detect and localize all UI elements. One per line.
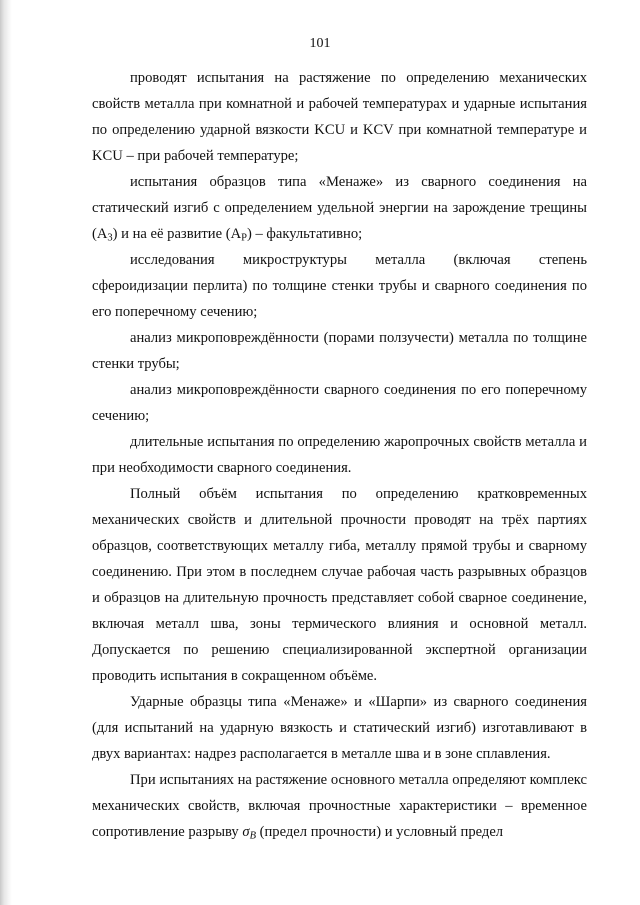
paragraph-full-scope: Полный объём испытания по определению кратковременных механических свойств и длительной прочности проводят на трёх партиях образцов, соответствующих металлу гиба, металлу прямой трубы и сварному соединению. При этом в последнем случае рабочая часть разрывных образцов и образцов на длительную прочность представляет собой сварное соединение, включая металл шва, зоны термического влияния и основной металл. Допускается по решению специализированной экспертной организации проводить испытания в сокращенном объёме.	[92, 486, 587, 684]
scan-shadow-edge	[0, 0, 12, 905]
paragraph-microstructure: исследования микроструктуры металла (включая степень сфероидизации перлита) по толщине стенки трубы и сварного соединения по его поперечному сечению;	[92, 252, 587, 320]
paragraph-long-term-tests: длительные испытания по определению жаропрочных свойств металла и при необходимости сварного соединения.	[92, 434, 587, 476]
paragraph-tensile-tests: проводят испытания на растяжение по определению механических свойств металла при комнатной и рабочей температурах и ударные испытания по определению ударной вязкости KCU и KCV при комнатной температуре и KCU – при рабочей температуре;	[92, 70, 587, 164]
page-number: 101	[309, 36, 331, 51]
paragraph-impact-specimens: Ударные образцы типа «Менаже» и «Шарпи» из сварного соединения (для испытаний на ударную вязкость и статический изгиб) изготавливают в двух вариантах: надрез располагается в металле шва и в зоне сплавления.	[92, 694, 587, 762]
paragraph-weld-damage: анализ микроповреждённости сварного соединения по его поперечному сечению;	[92, 382, 587, 424]
paragraph-menage-bend-tests: испытания образцов типа «Менаже» из сварного соединения на статический изгиб с определением удельной энергии на зарождение трещины $(A_3)$ и на её развитие $(A_P)$ – факультативно;	[92, 174, 587, 244]
paragraph-pipe-wall-damage: анализ микроповреждённости (порами ползучести) металла по толщине стенки трубы;	[92, 330, 587, 372]
body-text	[92, 65, 587, 845]
paragraph-tensile-properties: При испытаниях на растяжение основного металла определяют комплекс механических свойств, включая прочностные характеристики – временное сопротивление разрыву $\sigma_B$ (предел прочности) и условный предел	[92, 772, 587, 842]
